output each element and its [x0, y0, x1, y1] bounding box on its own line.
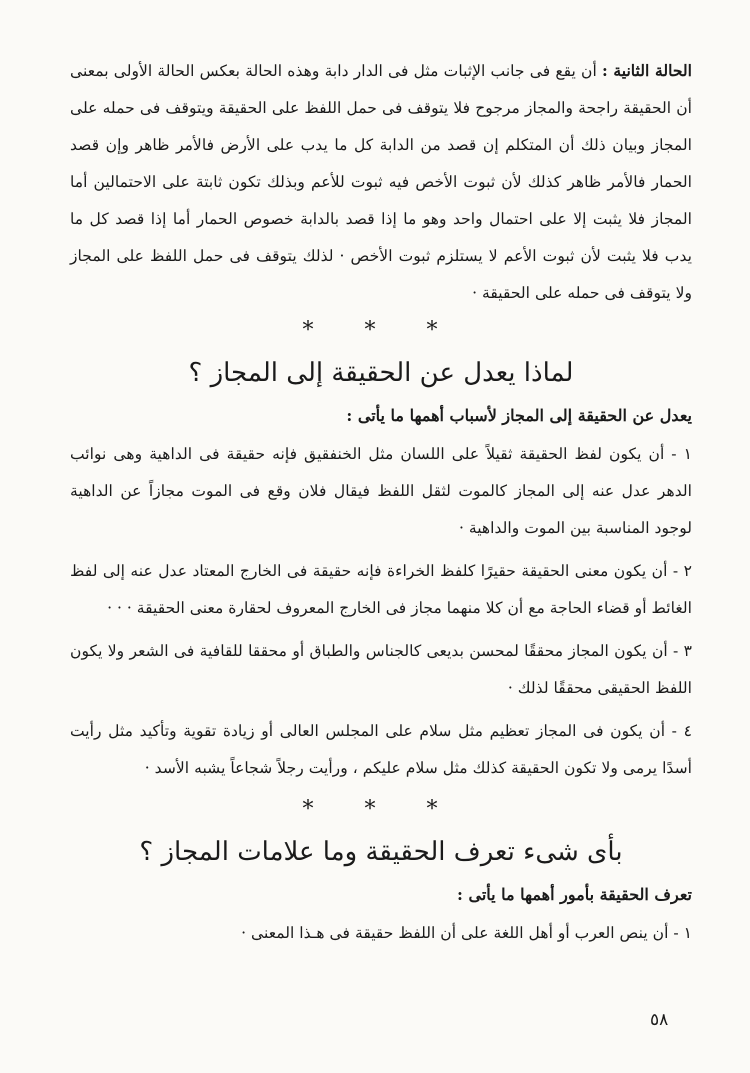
page-body — [70, 52, 692, 958]
section2-heading: بأى شىء تعرف الحقيقة وما علامات المجاز ؟ — [139, 837, 623, 867]
section1-item-3: ٣ - أن يكون المجاز محققًا لمحسن بديعى كالجناس والطباق أو محققا للقافية فى الشعر ولا يكون اللفظ الحقيقى محققًا لذلك · — [70, 642, 692, 697]
section1-item-4: ٤ - أن يكون فى المجاز تعظيم مثل سلام على المجلس العالى أو زيادة تقوية وتأكيد مثل رأيت أسدًا يرمى ولا تكون الحقيقة كذلك مثل سلام عليكم ، ورأيت رجلاً شجاعاً يشبه الأسد · — [70, 722, 692, 777]
page-number: ٥٨ — [650, 1010, 669, 1030]
section1-item-1: ١ - أن يكون لفظ الحقيقة ثقيلاً على اللسان مثل الخنفقيق فإنه حقيقة فى الداهية وهى نوائب الدهر عدل عنه إلى المجاز كالموت لثقل اللفظ فيقال فلان وقع فى الموت مجازاً عن الداهية لوجود المناسبة بين الموت والداهية · — [70, 445, 692, 537]
section2-subheading: تعرف الحقيقة بأمور أهمها ما يأتى : — [457, 885, 692, 904]
intro-lead: الحالة الثانية : — [602, 61, 692, 80]
section1-subheading: يعدل عن الحقيقة إلى المجاز لأسباب أهمها ما يأتى : — [346, 406, 692, 425]
section1-item-2: ٢ - أن يكون معنى الحقيقة حقيرًا كلفظ الخراءة فإنه حقيقة فى الخارج المعتاد عدل عنه إلى لفظ الغائط أو قضاء الحاجة مع أن كلا منهما مجاز فى الخارج المعروف لحقارة معنى الحقيقة · · · — [70, 562, 693, 617]
section2-item-1: ١ - أن ينص العرب أو أهل اللغة على أن اللفظ حقيقة فى هـذا المعنى · — [241, 924, 692, 942]
section1-heading: لماذا يعدل عن الحقيقة إلى المجاز ؟ — [188, 358, 574, 388]
separator-2: * * * — [302, 797, 460, 822]
intro-paragraph — [70, 52, 692, 312]
separator-1: * * * — [302, 318, 460, 343]
intro-text: أن يقع فى جانب الإثبات مثل فى الدار دابة وهذه الحالة بعكس الحالة الأولى بمعنى أن الحقيقة راجحة والمجاز مرجوح فلا يتوقف فى حمل اللفظ على الحقيقة ويتوقف فى حمله على المجاز وبيان ذلك أن المتكلم إن قصد من الدابة كل ما يدب على الأرض فالأمر ظاهر وإن قصد الحمار فالأمر ظاهر كذلك لأن ثبوت الأخص فيه ثبوت للأعم وبذلك تكون ثابتة على الاحتمالين أما المجاز فلا يثبت إلا على احتمال واحد وهو ما إذا قصد بالدابة خصوص الحمار أما إذا قصد كل ما يدب فلا يثبت لأن ثبوت الأعم لا يستلزم ثبوت الأخص · لذلك يتوقف فى حمل اللفظ على المجاز ولا يتوقف فى حمله على الحقيقة · — [70, 62, 692, 302]
